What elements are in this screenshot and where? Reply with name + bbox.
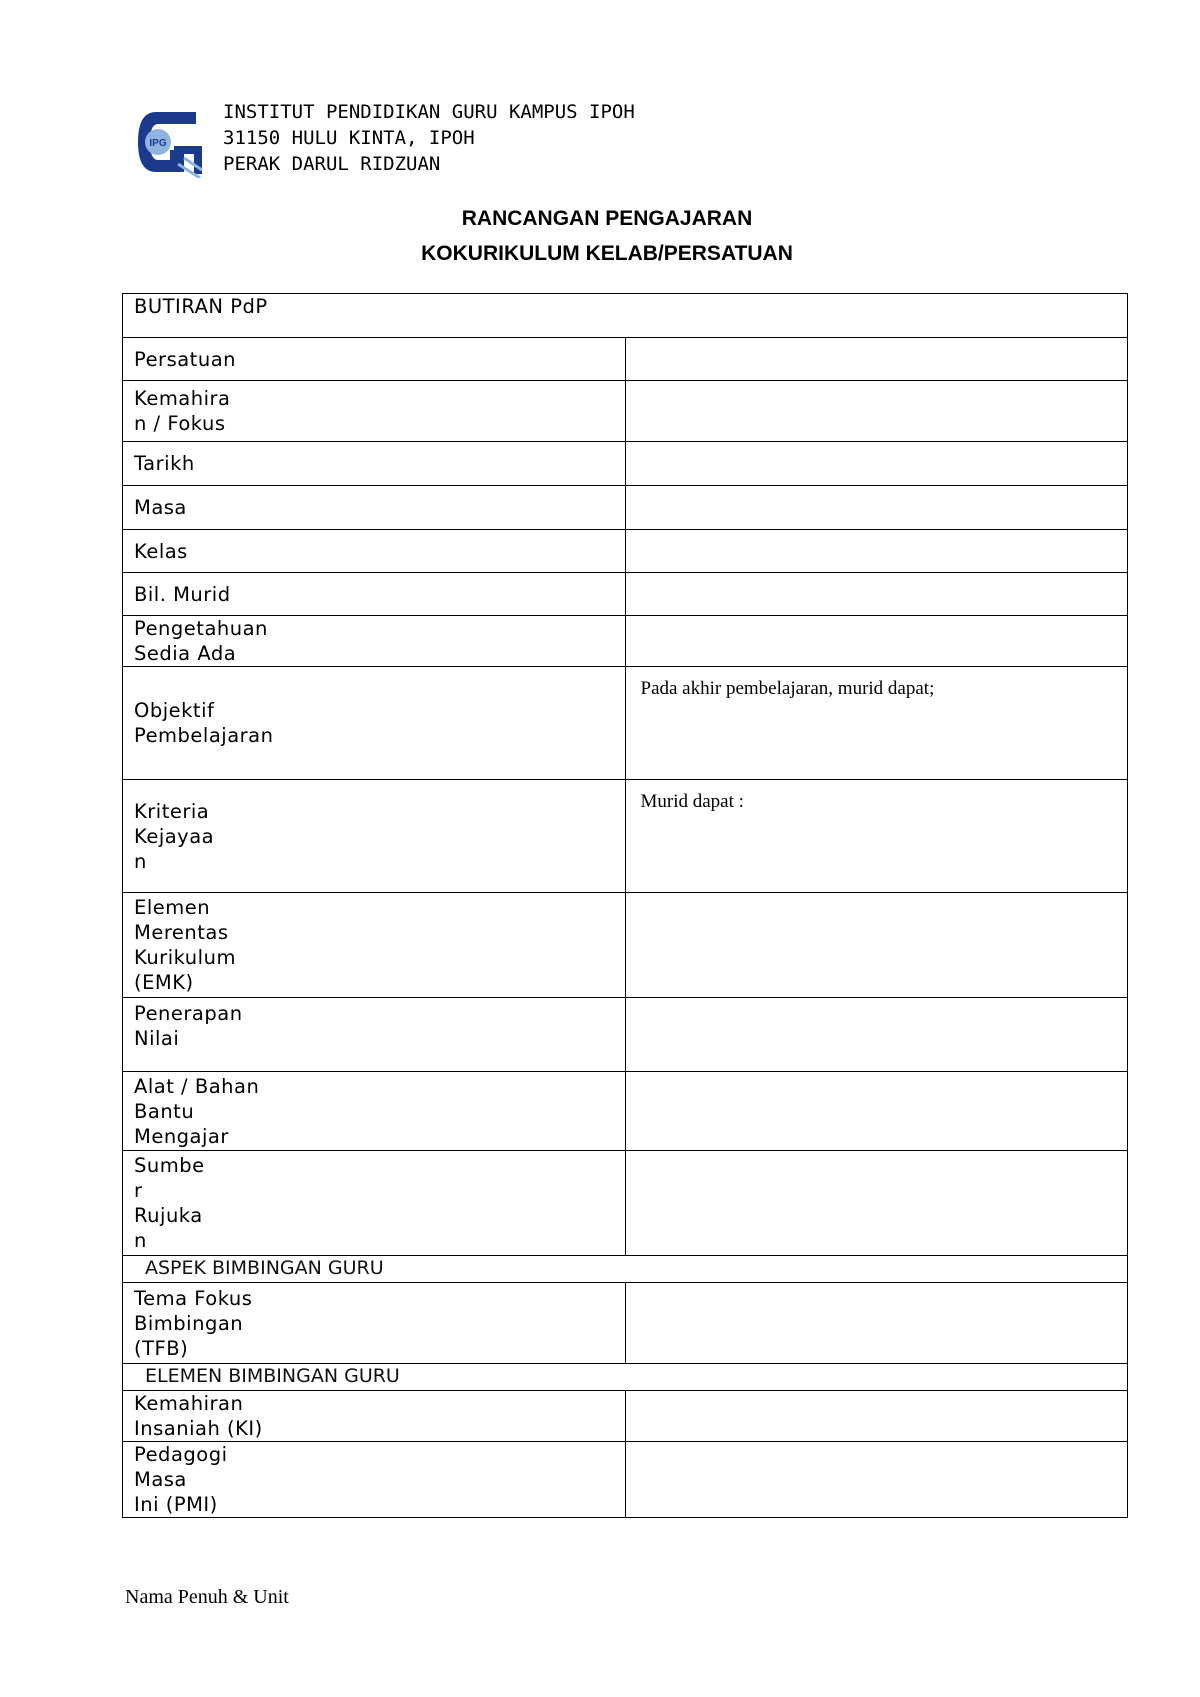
row-label-tarikh: [123, 442, 626, 486]
label-line: Ini (PMI): [134, 1493, 218, 1516]
row-label-tfb: [123, 1283, 626, 1364]
row-label-masa: [123, 486, 626, 530]
label-line: Elemen: [134, 896, 211, 919]
label-line: (EMK): [134, 971, 194, 994]
label-line: Bil. Murid: [134, 582, 231, 606]
label-line: Penerapan: [134, 1002, 243, 1025]
field-emk[interactable]: [625, 893, 1128, 998]
field-ki[interactable]: [625, 1391, 1128, 1442]
doc-title: RANCANGAN PENGAJARAN: [461, 207, 753, 230]
field-bbm[interactable]: [625, 1072, 1128, 1151]
row-label-nilai: [123, 998, 626, 1072]
label-line: Kemahira: [134, 387, 231, 410]
ipg-logo: [134, 106, 204, 178]
field-sumber[interactable]: [625, 1151, 1128, 1256]
institute-state: PERAK DARUL RIDZUAN: [223, 153, 441, 175]
row-label-objektif: [123, 667, 626, 780]
section-elemen-bimbingan: ELEMEN BIMBINGAN GURU: [123, 1364, 1128, 1391]
label-line: Alat / Bahan: [134, 1074, 260, 1098]
institute-postcode: 31150 HULU KINTA, IPOH: [223, 127, 475, 149]
institute-name: INSTITUT PENDIDIKAN GURU KAMPUS IPOH: [223, 101, 635, 123]
field-tfb[interactable]: [625, 1283, 1128, 1364]
label-line: Kurikulum: [134, 946, 236, 969]
label-line: Mengajar: [134, 1124, 229, 1148]
row-label-pengetahuan: [123, 616, 626, 667]
institute-address: [223, 99, 635, 177]
field-kemahiran[interactable]: [625, 381, 1128, 442]
field-masa[interactable]: [625, 486, 1128, 530]
footer-nama-penuh: Nama Penuh & Unit: [125, 1586, 289, 1608]
label-line: (TFB): [134, 1336, 189, 1360]
label-line: Masa: [134, 496, 187, 519]
label-line: n: [134, 849, 147, 873]
label-line: Bimbingan: [134, 1311, 244, 1335]
label-line: Nilai: [134, 1027, 180, 1050]
label-line: Sedia Ada: [134, 642, 237, 665]
field-kriteria[interactable]: Murid dapat :: [625, 780, 1128, 893]
row-label-emk: [123, 893, 626, 998]
field-pmi[interactable]: [625, 1442, 1128, 1518]
row-label-ki: [123, 1391, 626, 1442]
label-line: r: [134, 1179, 143, 1202]
label-line: Pembelajaran: [134, 724, 274, 747]
field-pengetahuan[interactable]: [625, 616, 1128, 667]
label-line: Masa: [134, 1468, 187, 1491]
row-label-kelas: [123, 530, 626, 573]
row-label-sumber: [123, 1151, 626, 1256]
section-aspek-bimbingan: ASPEK BIMBINGAN GURU: [123, 1256, 1128, 1283]
row-label-persatuan: [123, 338, 626, 381]
label-line: Merentas: [134, 921, 229, 944]
field-kelas[interactable]: [625, 530, 1128, 573]
label-line: Pedagogi: [134, 1443, 228, 1466]
label-line: n: [134, 1229, 147, 1252]
label-line: Persatuan: [134, 347, 236, 371]
field-bil-murid[interactable]: [625, 573, 1128, 616]
lesson-plan-form: [122, 293, 1128, 1518]
field-persatuan[interactable]: [625, 338, 1128, 381]
row-label-bil-murid: [123, 573, 626, 616]
label-line: Bantu: [134, 1099, 195, 1123]
label-line: Tema Fokus: [134, 1286, 253, 1310]
field-tarikh[interactable]: [625, 442, 1128, 486]
label-line: Pengetahuan: [134, 617, 268, 640]
label-line: n / Fokus: [134, 412, 226, 435]
label-line: Kejayaa: [134, 824, 215, 848]
label-line: Kelas: [134, 539, 188, 563]
row-label-bbm: [123, 1072, 626, 1151]
label-line: Insaniah (KI): [134, 1417, 263, 1440]
section-butiran-pdp: BUTIRAN PdP: [123, 294, 1128, 338]
logo-text: IPG: [149, 138, 167, 149]
label-line: Objektif: [134, 699, 215, 722]
label-line: Kemahiran: [134, 1392, 244, 1415]
field-nilai[interactable]: [625, 998, 1128, 1072]
row-label-kemahiran: [123, 381, 626, 442]
field-objektif[interactable]: Pada akhir pembelajaran, murid dapat;: [625, 667, 1128, 780]
row-label-pmi: [123, 1442, 626, 1518]
row-label-kriteria: [123, 780, 626, 893]
doc-subtitle: KOKURIKULUM KELAB/PERSATUAN: [421, 242, 793, 265]
label-line: Tarikh: [134, 452, 195, 475]
label-line: Kriteria: [134, 799, 210, 823]
label-line: Rujuka: [134, 1204, 203, 1227]
label-line: Sumbe: [134, 1154, 205, 1177]
